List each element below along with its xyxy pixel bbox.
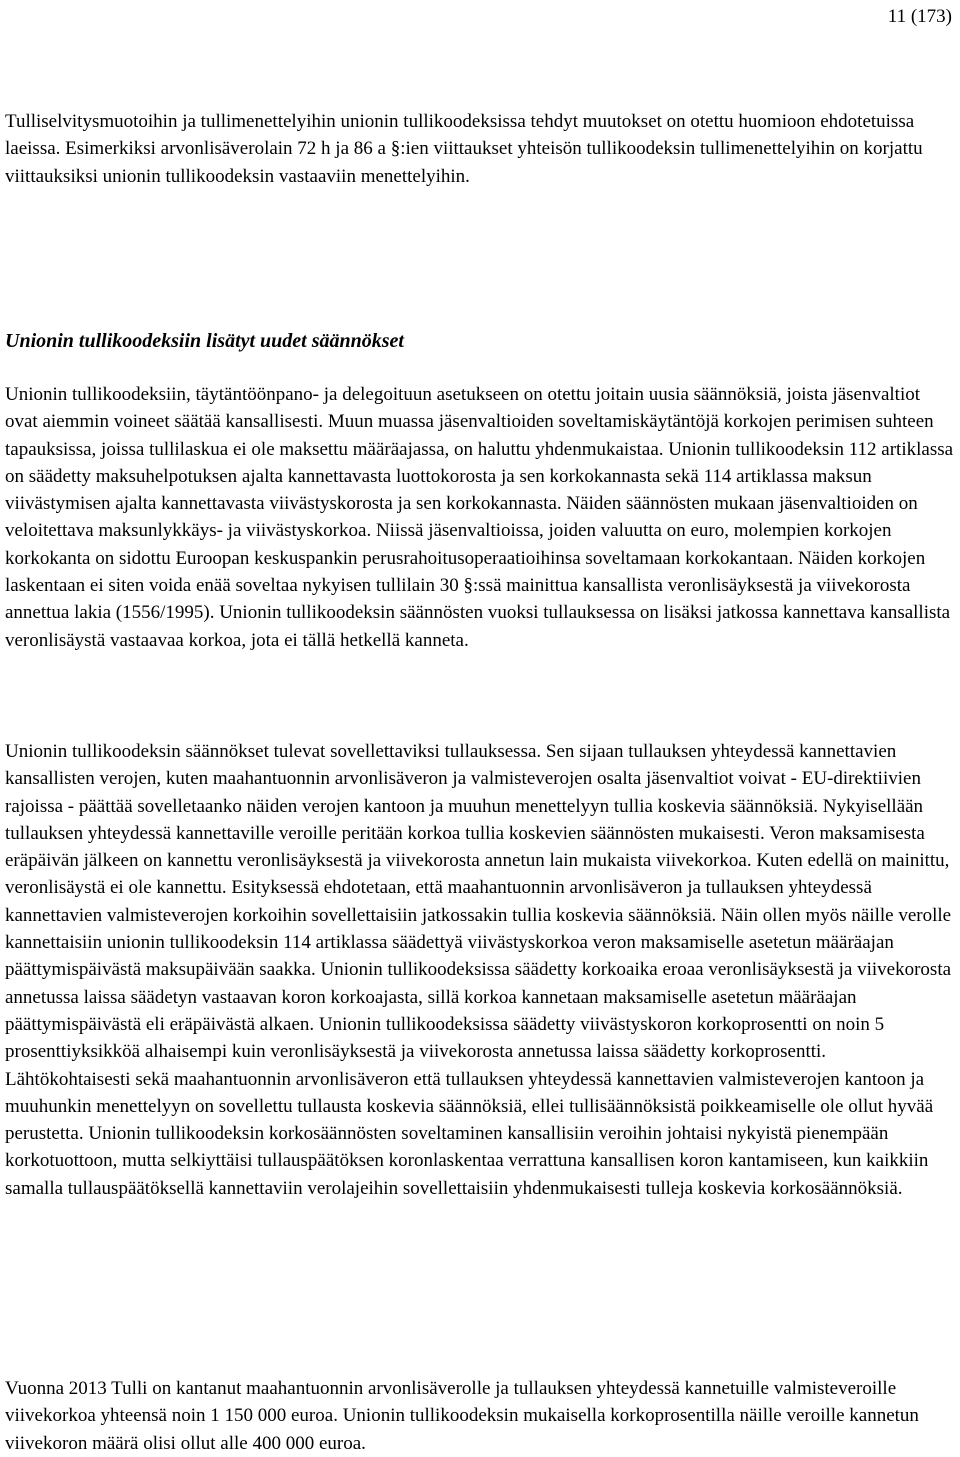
section-heading: Unionin tullikoodeksiin lisätyt uudet säännökset (5, 330, 404, 352)
paragraph-new-rules: Unionin tullikoodeksiin, täytäntöönpano- ja delegoituun asetukseen on otettu joitain uusia säännöksiä, joista jäsenvaltiot ovat aiemmin voineet säätää kansallisesti. Muun muassa jäsenvaltioiden soveltamiskäytäntöjä korkojen perimisen suhteen tapauksissa, joissa tullilaskua ei ole maksettu määräajassa, on haluttu yhdenmukaistaa. Unionin tullikoodeksin 112 artiklassa on säädetty maksuhelpotuksen ajalta kannettavasta luottokorosta ja sen korkokannasta sekä 114 artiklassa maksun viivästymisen ajalta kannettavasta viivästyskorosta ja sen korkokannasta. Näiden säännösten mukaan jäsenvaltioiden on veloitettava maksunlykkäys- ja viivästyskorkoa. Niissä jäsenvaltioissa, joiden valuutta on euro, molempien korkojen korkokanta on sidottu Euroopan keskuspankin perusrahoitusoperaatioihinsa soveltamaan korkokantaan. Näiden korkojen laskentaan ei siten voida enää soveltaa nykyisen tullilain 30 §:ssä mainittua kansallista veronlisäyksestä ja viivekorosta annettua lakia (1556/1995). Unionin tullikoodeksin säännösten vuoksi tullauksessa on lisäksi jatkossa kannettava kansallista veronlisäystä vastaavaa korkoa, jota ei tällä hetkellä kanneta. (5, 384, 954, 651)
page-number: 11 (173) (887, 6, 952, 27)
paragraph-revenue: Vuonna 2013 Tulli on kantanut maahantuonnin arvonlisäverolle ja tullauksen yhteydessä kannetuille valmisteveroille viivekorkoa yhteensä noin 1 150 000 euroa. Unionin tullikoodeksin mukaisella korkoprosentilla näille veroille kannetun viivekoron määrä olisi ollut alle 400 000 euroa. (5, 1378, 919, 1454)
paragraph-application: Unionin tullikoodeksin säännökset tulevat sovellettaviksi tullauksessa. Sen sijaan tullauksen yhteydessä kannettavien kansallisten verojen, kuten maahantuonnin arvonlisäveron ja valmisteverojen osalta jäsenvaltiot voivat - EU-direktiivien rajoissa - päättää sovelletaanko näiden verojen kantoon ja muuhun menettelyyn tullia koskevia säännöksiä. Nykyisellään tullauksen yhteydessä kannettaville veroille peritään korkoa tullia koskevien säännösten mukaisesti. Veron maksamisesta eräpäivän jälkeen on kannettu veronlisäyksestä ja viivekorosta annetun lain mukaista viivekorkoa. Kuten edellä on mainittu, veronlisäystä ei ole kannettu. Esityksessä ehdotetaan, että maahantuonnin arvonlisäveron ja tullauksen yhteydessä kannettavien valmisteverojen korkoihin sovellettaisiin jatkossakin tullia koskevia säännöksiä. Näin ollen myös näille verolle kannettaisiin unionin tullikoodeksin 114 artiklassa säädettyä viivästyskorkoa veron maksamiselle asetetun määräajan päättymispäivästä maksupäivään saakka. Unionin tullikoodeksissa säädetty korkoaika eroaa veronlisäyksestä ja viivekorosta annetussa laissa säädetyn vastaavan koron korkoajasta, sillä korkoa kannetaan maksamiselle asetetun määräajan päättymispäivästä eli eräpäivästä alkaen. Unionin tullikoodeksissa säädetty viivästyskoron korkoprosentti on noin 5 prosenttiyksikköä alhaisempi kuin veronlisäyksestä ja viivekorosta annetussa laissa säädetty korkoprosentti. Lähtökohtaisesti sekä maahantuonnin arvonlisäveron että tullauksen yhteydessä kannettavien valmisteverojen kantoon ja muuhunkin menettelyyn on sovellettu tullausta koskevia säännöksiä, ellei tullisäännöksistä poikkeamiselle ole ollut hyvää perustetta. Unionin tullikoodeksin korkosäännösten soveltaminen kansallisiin veroihin johtaisi nykyistä pienempään korkotuottoon, mutta selkiyttäisi tullauspäätöksen koronlaskentaa verrattuna kansallisen koron kantamiseen, kun kaikkiin samalla tullauspäätöksellä kannettaviin verolajeihin sovellettaisiin yhdenmukaisesti tulleja koskevia korkosäännöksiä. (5, 741, 952, 1199)
paragraph-intro: Tulliselvitysmuotoihin ja tullimenettelyihin unionin tullikoodeksissa tehdyt muutokset on otettu huomioon ehdotetuissa laeissa. Esimerkiksi arvonlisäverolain 72 h ja 86 a §:ien viittaukset yhteisön tullikoodeksin tullimenettelyihin on korjattu viittauksiksi unionin tullikoodeksin vastaaviin menettelyihin. (5, 111, 923, 187)
